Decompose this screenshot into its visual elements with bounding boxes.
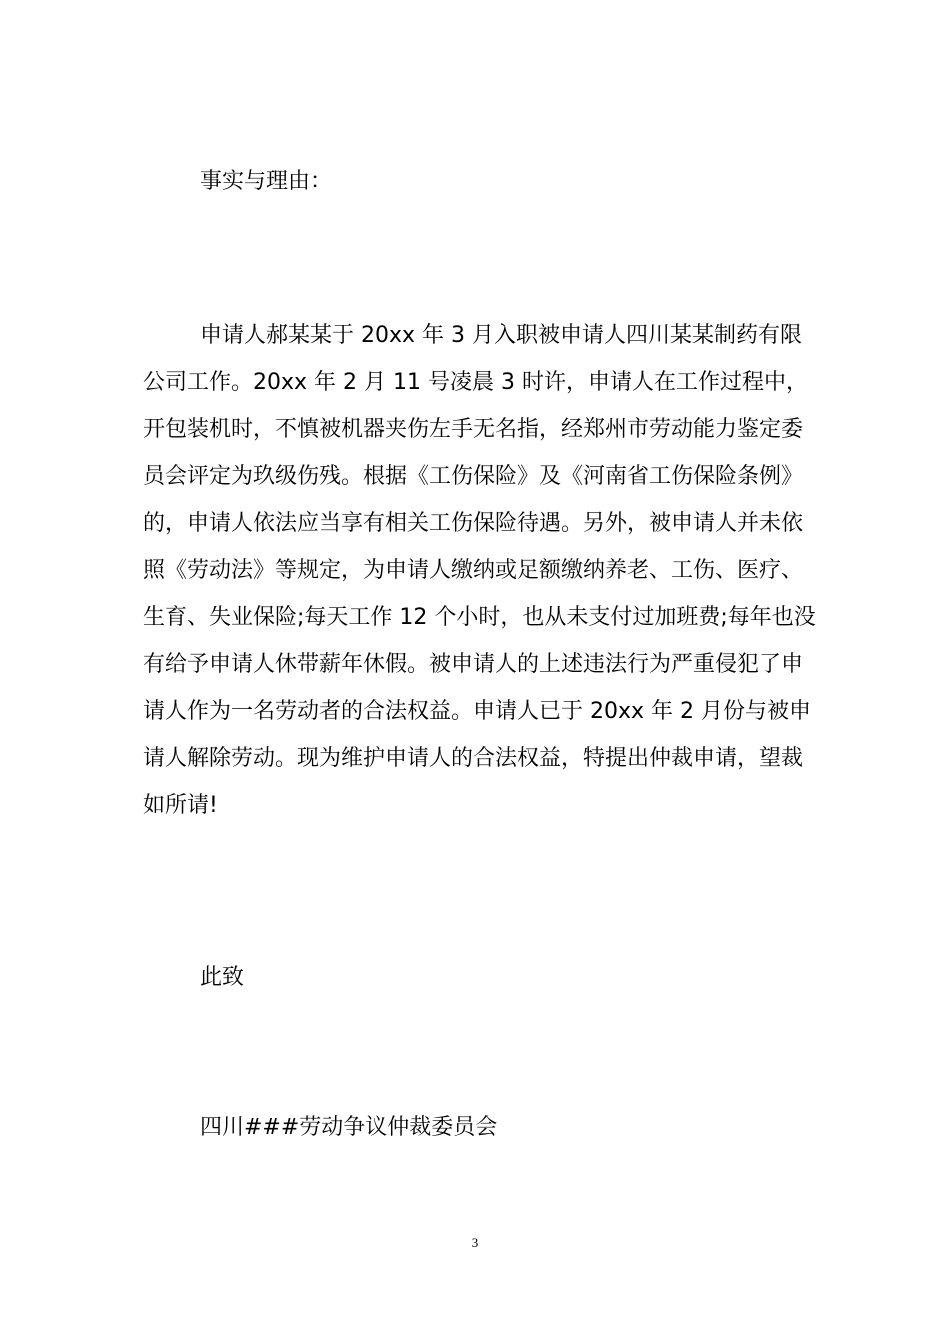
body-paragraph bbox=[143, 312, 823, 829]
closing-salutation: 此致 bbox=[200, 965, 245, 990]
paragraph-line: 申请人郝某某于 20xx 年 3 月入职被申请人四川某某制药有限 bbox=[200, 323, 803, 348]
paragraph-line: 生育、失业保险;每天工作 12 个小时，也从未支付过加班费;每年也没 bbox=[143, 605, 816, 630]
paragraph-line: 请人解除劳动。现为维护申请人的合法权益，特提出仲裁申请，望裁 bbox=[143, 746, 804, 771]
paragraph-line: 的，申请人依法应当享有相关工伤保险待遇。另外，被申请人并未依 bbox=[143, 511, 804, 536]
recipient-name: 四川###劳动争议仲裁委员会 bbox=[200, 1115, 498, 1140]
paragraph-line: 员会评定为玖级伤残。根据《工伤保险》及《河南省工伤保险条例》 bbox=[143, 464, 804, 489]
paragraph-line: 照《劳动法》等规定，为申请人缴纳或足额缴纳养老、工伤、医疗、 bbox=[143, 558, 804, 583]
paragraph-line: 有给予申请人休带薪年休假。被申请人的上述违法行为严重侵犯了申 bbox=[143, 652, 804, 677]
paragraph-line: 开包装机时，不慎被机器夹伤左手无名指，经郑州市劳动能力鉴定委 bbox=[143, 417, 804, 442]
paragraph-line: 公司工作。20xx 年 2 月 11 号凌晨 3 时许，申请人在工作过程中， bbox=[143, 370, 808, 395]
paragraph-line: 如所请! bbox=[143, 793, 218, 818]
section-heading: 事实与理由： bbox=[200, 169, 333, 194]
page-number: 3 bbox=[471, 1235, 479, 1250]
paragraph-line: 请人作为一名劳动者的合法权益。申请人已于 20xx 年 2 月份与被申 bbox=[143, 699, 812, 724]
